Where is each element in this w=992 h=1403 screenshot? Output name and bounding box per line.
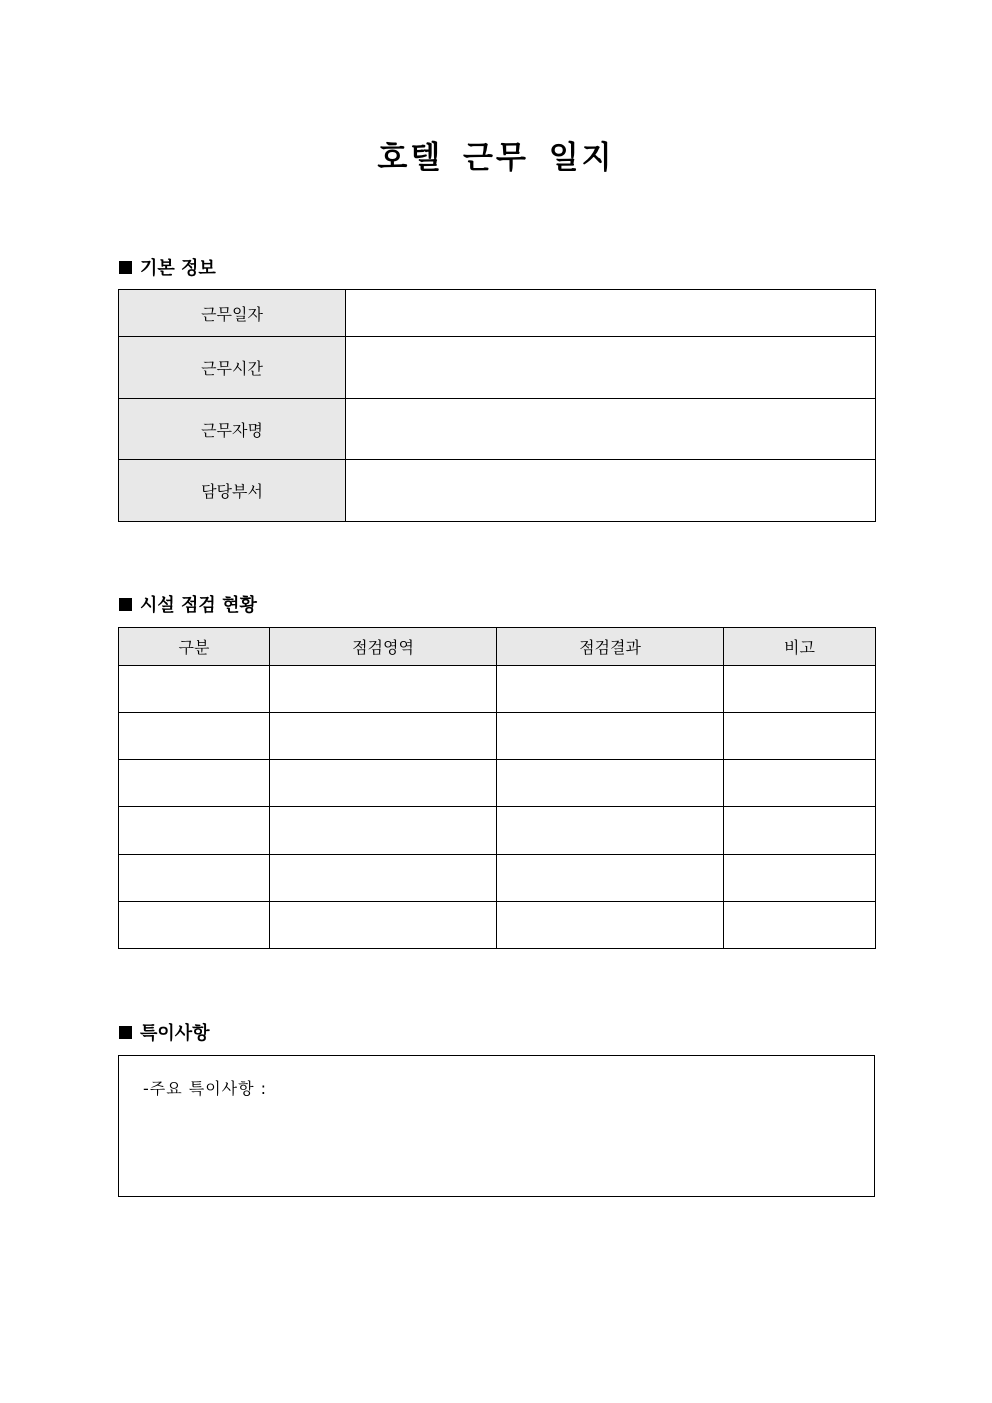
section-heading-basic-info <box>119 254 216 280</box>
notes-cell[interactable] <box>724 807 876 855</box>
column-header-inspection-area: 점검영역 <box>270 628 497 666</box>
basic-info-label: 근무시간 <box>119 337 346 399</box>
basic-info-row <box>119 460 876 522</box>
column-header-notes: 비고 <box>724 628 876 666</box>
inspection-area-cell[interactable] <box>270 666 497 713</box>
basic-info-label: 근무일자 <box>119 290 346 337</box>
inspection-result-cell[interactable] <box>497 760 724 807</box>
black-square-icon <box>119 1026 132 1039</box>
inspection-area-cell[interactable] <box>270 760 497 807</box>
column-header-category: 구분 <box>119 628 270 666</box>
category-cell[interactable] <box>119 902 270 949</box>
basic-info-value-field[interactable] <box>346 290 876 337</box>
basic-info-label: 근무자명 <box>119 399 346 460</box>
remarks-box[interactable] <box>118 1055 875 1197</box>
table-row <box>119 666 876 713</box>
table-row <box>119 902 876 949</box>
basic-info-table <box>118 289 876 522</box>
basic-info-row <box>119 337 876 399</box>
remarks-content: -주요 특이사항 : <box>143 1079 268 1098</box>
category-cell[interactable] <box>119 713 270 760</box>
notes-cell[interactable] <box>724 902 876 949</box>
notes-cell[interactable] <box>724 713 876 760</box>
category-cell[interactable] <box>119 807 270 855</box>
category-cell[interactable] <box>119 855 270 902</box>
inspection-result-cell[interactable] <box>497 902 724 949</box>
facility-check-header-row <box>119 628 876 666</box>
category-cell[interactable] <box>119 666 270 713</box>
table-row <box>119 713 876 760</box>
notes-cell[interactable] <box>724 666 876 713</box>
section-title-basic-info: 기본 정보 <box>140 258 216 279</box>
section-heading-facility-check <box>119 591 257 617</box>
basic-info-row <box>119 399 876 460</box>
inspection-result-cell[interactable] <box>497 666 724 713</box>
inspection-area-cell[interactable] <box>270 855 497 902</box>
inspection-area-cell[interactable] <box>270 713 497 760</box>
inspection-result-cell[interactable] <box>497 713 724 760</box>
inspection-result-cell[interactable] <box>497 807 724 855</box>
basic-info-value-field[interactable] <box>346 460 876 522</box>
table-row <box>119 855 876 902</box>
column-header-inspection-result: 점검결과 <box>497 628 724 666</box>
basic-info-label: 담당부서 <box>119 460 346 522</box>
section-title-facility-check: 시설 점검 현황 <box>140 595 257 616</box>
notes-cell[interactable] <box>724 855 876 902</box>
basic-info-row <box>119 290 876 337</box>
black-square-icon <box>119 598 132 611</box>
black-square-icon <box>119 261 132 274</box>
facility-check-table <box>118 627 876 949</box>
inspection-area-cell[interactable] <box>270 807 497 855</box>
table-row <box>119 807 876 855</box>
section-title-remarks: 특이사항 <box>140 1023 210 1044</box>
notes-cell[interactable] <box>724 760 876 807</box>
document-title: 호텔 근무 일지 <box>377 140 615 176</box>
inspection-area-cell[interactable] <box>270 902 497 949</box>
category-cell[interactable] <box>119 760 270 807</box>
basic-info-value-field[interactable] <box>346 399 876 460</box>
basic-info-value-field[interactable] <box>346 337 876 399</box>
inspection-result-cell[interactable] <box>497 855 724 902</box>
section-heading-remarks <box>119 1019 210 1045</box>
table-row <box>119 760 876 807</box>
